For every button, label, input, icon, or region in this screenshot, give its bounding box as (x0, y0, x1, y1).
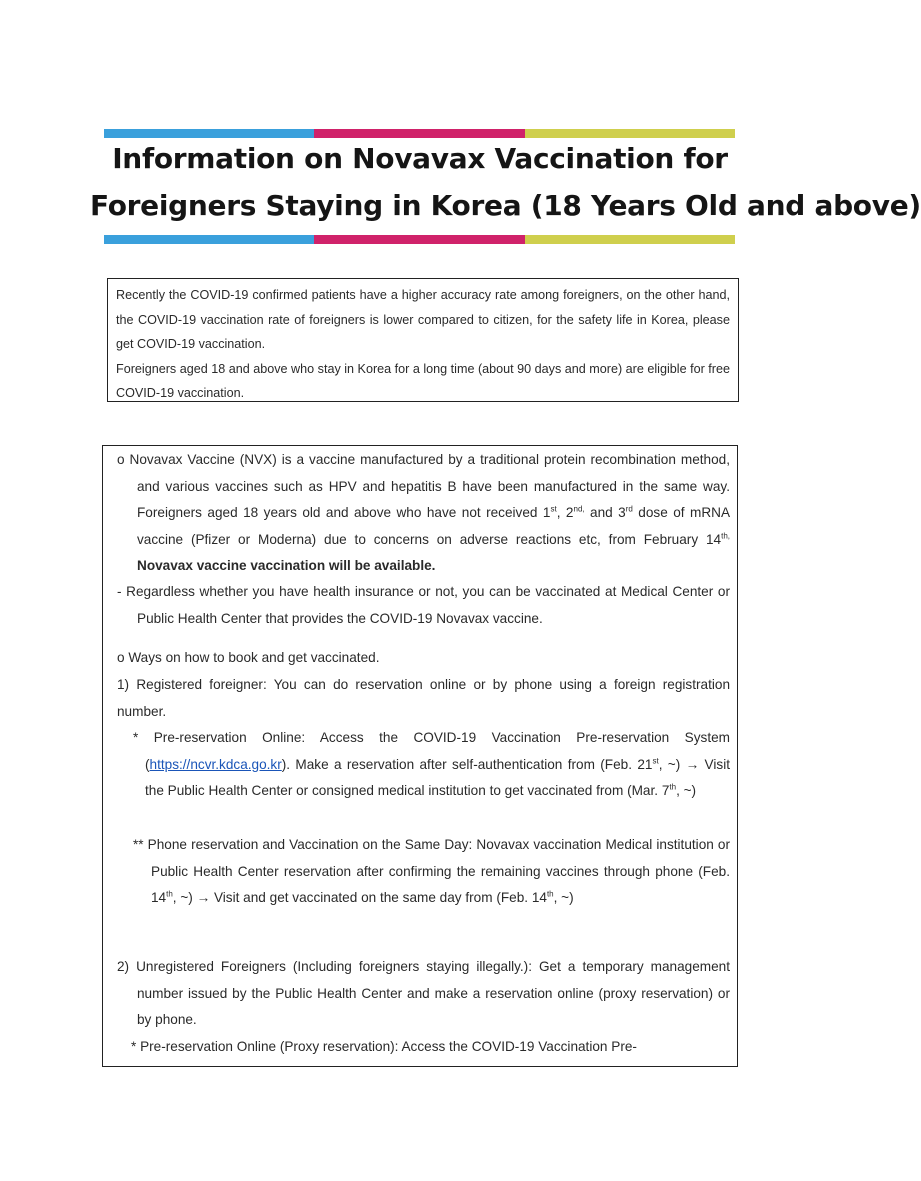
pre-reservation-online (133, 725, 730, 805)
intro-paragraph-1: Recently the COVID-19 confirmed patients have a higher accuracy rate among foreigners, on the other hand, the COVID-19 vaccination rate of foreigners is lower compared to citizen, for the safety life in Korea, please get COVID-19 vaccination. (116, 288, 730, 351)
superscript: nd, (573, 504, 585, 514)
text-span: , ~) → Visit and get vaccinated on the same day from (Feb. 14 (172, 890, 547, 905)
superscript: th (166, 889, 173, 899)
text-span: , ~) (553, 890, 574, 905)
ncvr-link[interactable]: https://ncvr.kdca.go.kr (149, 756, 282, 772)
novavax-description (117, 447, 730, 580)
phone-reservation (133, 832, 730, 912)
stripe-blue (104, 129, 314, 138)
stripe-yellow (525, 129, 735, 138)
text-span: , 2 (556, 505, 574, 520)
proxy-reservation: * Pre-reservation Online (Proxy reservation): Access the COVID-19 Vaccination Pre- (131, 1039, 637, 1054)
intro-paragraph-2: Foreigners aged 18 and above who stay in Korea for a long time (about 90 days and more) are eligible for free COVID-19 vaccination. (116, 361, 730, 400)
info-box (102, 445, 738, 1067)
text-span: Novavax vaccine vaccination will be available. (137, 558, 436, 573)
page-title-line-2: Foreigners Staying in Korea (18 Years Old and above) (90, 189, 921, 222)
stripe-magenta (314, 235, 524, 244)
text-span: , ~) (676, 783, 697, 798)
text-span: dose of mRNA vaccine (Pfizer or Moderna) due to concerns on adverse reactions etc, from February 14 (137, 505, 731, 547)
superscript: th (669, 782, 677, 792)
registered-foreigner: 1) Registered foreigner: You can do reservation online or by phone using a foreign registration number. (117, 677, 730, 719)
intro-box (107, 278, 739, 402)
superscript: st (550, 504, 557, 514)
stripe-blue (104, 235, 314, 244)
color-stripe-top (104, 129, 735, 138)
booking-heading: o Ways on how to book and get vaccinated. (117, 650, 380, 665)
superscript: th, (721, 530, 730, 540)
superscript: rd (625, 504, 633, 514)
text-span: * Pre-reservation Online: Access the COVID-19 Vaccination Pre-reservation System ( (133, 730, 730, 772)
unregistered-foreigner: 2) Unregistered Foreigners (Including foreigners staying illegally.): Get a temporary management number issued by the Public Health Center and make a reservation online (proxy reservation) or by phone. (117, 959, 730, 1027)
text-span: and 3 (584, 505, 626, 520)
superscript: th (546, 889, 554, 899)
text-span: ** Phone reservation and Vaccination on the Same Day: Novavax vaccination Medical institution or Public Health Center reservation after confirming the remaining vaccines through phone (Feb. 14 (133, 837, 730, 905)
text-span: o Novavax Vaccine (NVX) is a vaccine manufactured by a traditional protein recombination method, and various vaccines such as HPV and hepatitis B have been manufactured in the same way. Foreigners aged 18 years old and above who have not received 1 (117, 452, 730, 520)
text-span: ). Make a reservation after self-authentication from (Feb. 21 (281, 756, 653, 772)
superscript: st (652, 755, 659, 765)
stripe-magenta (314, 129, 524, 138)
text-span: , ~) → Visit the Public Health Center or consigned medical institution to get vaccinated from (Mar. 7 (145, 756, 730, 798)
page-title-line-1: Information on Novavax Vaccination for (112, 142, 728, 175)
stripe-yellow (525, 235, 735, 244)
insurance-note: - Regardless whether you have health insurance or not, you can be vaccinated at Medical Center or Public Health Center that provides the COVID-19 Novavax vaccine. (117, 584, 730, 626)
color-stripe-bottom (104, 235, 735, 244)
